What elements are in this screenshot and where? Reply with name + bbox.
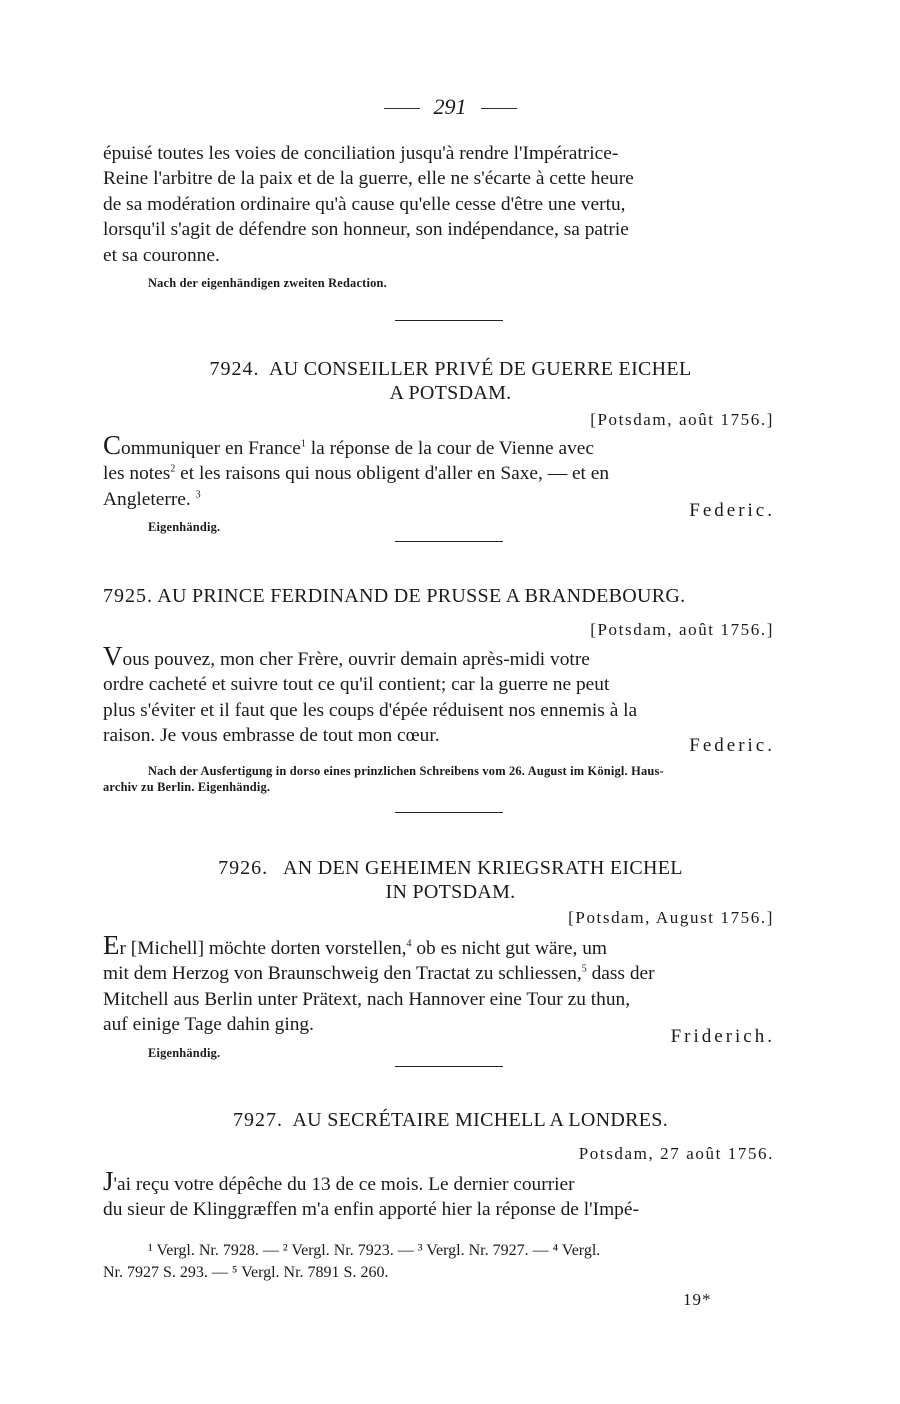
initial-letter: E (103, 930, 120, 960)
section-divider (395, 541, 503, 542)
letter-body (103, 930, 798, 1038)
source-note: Nach der eigenhändigen zweiten Redaction. (148, 276, 387, 290)
header-dash-right (481, 108, 517, 109)
letter-number: 7926. (218, 857, 269, 879)
letter-heading (103, 357, 798, 405)
footnote-ref: 2 (170, 463, 176, 475)
text-line: lorsqu'il s'agit de défendre son honneur, son indépendance, sa patrie (103, 219, 629, 241)
signature: Federic. (689, 500, 775, 521)
letter-number: 7927. (232, 1109, 283, 1131)
initial-letter: V (103, 641, 123, 671)
text-line: Communiquer en France$^1$ la réponse de la cour de Vienne avec (103, 430, 594, 460)
text-line: raison. Je vous embrasse de tout mon cœur. (103, 725, 440, 747)
text-line: les notes$^2$ et les raisons qui nous obligent d'aller en Saxe, — et en (103, 463, 610, 485)
letter-title: AU SECRÉTAIRE MICHELL A LONDRES. (292, 1109, 669, 1131)
letter-number: 7924. (209, 358, 260, 380)
text-line: Er [Michell] möchte dorten vorstellen,$^4$ ob es nicht gut wäre, um (103, 930, 607, 960)
source-note: archiv zu Berlin. Eigenhändig. (103, 780, 271, 794)
text-line: de sa modération ordinaire qu'à cause qu'elle cesse d'être une vertu, (103, 193, 626, 215)
letter-heading (103, 1108, 798, 1132)
text-line: plus s'éviter et il faut que les coups d'épée réduisent nos ennemis à la (103, 699, 638, 721)
letter-number: 7925. (103, 585, 153, 607)
heading-line (103, 357, 798, 381)
footnote-ref: 1 (300, 438, 306, 450)
letter-date: Potsdam, 27 août 1756. (578, 1144, 774, 1163)
letter-heading (103, 584, 798, 608)
text-line: et sa couronne. (103, 244, 220, 266)
letter-title: AN DEN GEHEIMEN KRIEGSRATH EICHEL (282, 857, 683, 879)
continuation-paragraph (103, 141, 798, 268)
letter-title: AU PRINCE FERDINAND DE PRUSSE A BRANDEBOURG. (157, 585, 686, 607)
sheet-signature: 19* (683, 1290, 712, 1309)
letter-body (103, 641, 798, 749)
section-divider (395, 320, 503, 321)
page-number: 291 (433, 94, 467, 119)
text-line: épuisé toutes les voies de conciliation jusqu'à rendre l'Impératrice- (103, 143, 619, 164)
text-line: Vous pouvez, mon cher Frère, ouvrir demain après-midi votre (103, 641, 590, 671)
text-line: mit dem Herzog von Braunschweig den Tractat zu schliessen,$^5$ dass der (103, 963, 655, 985)
source-note: Eigenhändig. (148, 520, 221, 534)
footnote-ref: 4 (406, 938, 412, 950)
heading-line (103, 856, 798, 880)
letter-date: [Potsdam, August 1756.] (568, 908, 774, 927)
footnotes (103, 1240, 798, 1284)
text-line: J'ai reçu votre dépêche du 13 de ce mois. Le dernier courrier (103, 1166, 575, 1196)
text-line: Reine l'arbitre de la paix et de la guerre, elle ne s'écarte à cette heure (103, 168, 634, 190)
letter-date: [Potsdam, août 1756.] (590, 620, 774, 639)
letter-body (103, 1166, 798, 1223)
letter-title: AU CONSEILLER PRIVÉ DE GUERRE EICHEL (269, 358, 692, 380)
text-line: auf einige Tage dahin ging. (103, 1014, 314, 1036)
header-dash-left (384, 108, 420, 109)
footnote-ref: 3 (195, 489, 201, 501)
text-line: ordre cacheté et suivre tout ce qu'il contient; car la guerre ne peut (103, 674, 610, 696)
text-line: du sieur de Klinggræffen m'a enfin apporté hier la réponse de l'Impé- (103, 1199, 639, 1221)
text-line: Angleterre. $^3$ (103, 488, 201, 510)
letter-title-line2: IN POTSDAM. (385, 881, 516, 903)
source-note: Nach der Ausfertigung in dorso eines prinzlichen Schreibens vom 26. August im Königl. Haus- (148, 764, 664, 778)
footnote-ref: 5 (581, 963, 587, 975)
footnote-line: ¹ Vergl. Nr. 7928. — ² Vergl. Nr. 7923. — ³ Vergl. Nr. 7927. — ⁴ Vergl. (148, 1242, 601, 1259)
source-note: Eigenhändig. (148, 1046, 221, 1060)
initial-letter: C (103, 430, 122, 460)
text-line: Mitchell aus Berlin unter Prätext, nach Hannover eine Tour zu thun, (103, 988, 631, 1010)
section-divider (395, 812, 503, 813)
initial-letter: J (103, 1166, 114, 1196)
letter-title-line2: A POTSDAM. (389, 382, 512, 404)
signature: Federic. (689, 735, 775, 756)
section-divider (395, 1066, 503, 1067)
page-header (0, 94, 900, 120)
footnote-line: Nr. 7927 S. 293. — ⁵ Vergl. Nr. 7891 S. 260. (103, 1264, 389, 1281)
letter-heading (103, 856, 798, 904)
letter-date: [Potsdam, août 1756.] (590, 410, 774, 429)
signature: Friderich. (670, 1026, 775, 1047)
